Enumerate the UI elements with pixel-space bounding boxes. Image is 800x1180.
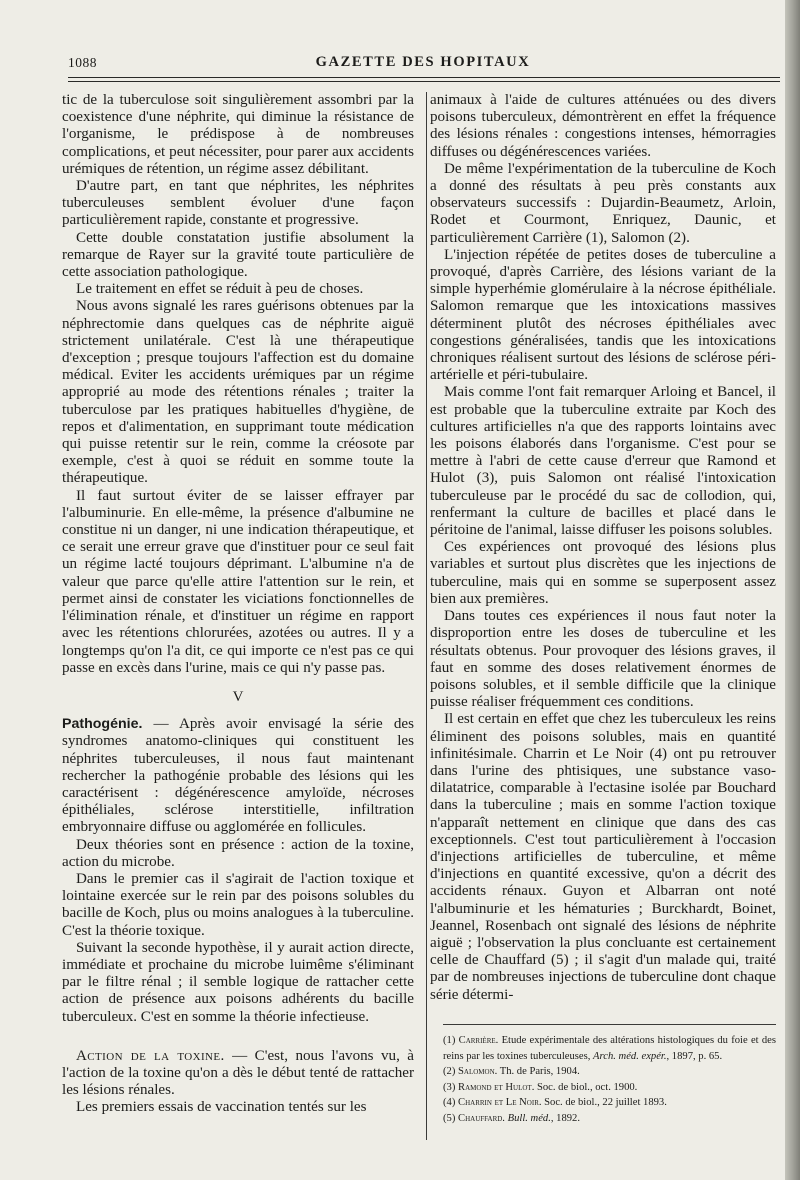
run-in-heading: Action de la toxine. [76,1047,225,1064]
paragraph-text: — C'est, nous l'avons vu, à l'action de la toxine qu'on a dès le début tenté de rattacher les lésions rénales. [62,1047,414,1099]
footnote-number: (5) [443,1112,456,1124]
paragraph: L'injection répétée de petites doses de tuberculine a provoqué, d'après Carrière, des lésions variant de la simple hyperhémie glomérulaire à la nécrose épithéliale. Salomon remarque que les intoxications massives déterminent plutôt des nécroses épithéliales avec congestions généralisées, tandis que les intoxications chroniques réalisent surtout des lésions de sclérose péri-artérielle et péri-tubulaire. [430,246,776,384]
footnote [443,1095,776,1111]
footnote-tail: , 1897, p. 65. [666,1050,723,1062]
paragraph-action-toxine [62,1048,414,1100]
paragraph: Ces expériences ont provoqué des lésions plus variables et surtout plus discrètes que les injections de tuberculine, mais qui en somme se superposent assez bien aux premières. [430,539,776,607]
footnote-text: Th. de Paris, 1904. [497,1066,580,1078]
column-divider [426,92,427,1140]
journal-title: GAZETTE DES HOPITAUX [315,54,531,70]
footnote-number: (2) [443,1066,456,1078]
paragraph: Dans le premier cas il s'agirait de l'action toxique et lointaine exercée sur le rein par des poisons solubles du bacille de Koch, plus ou moins analogues à la tuberculine. C'est la théorie toxique. [62,870,414,939]
footnote-author: Charrin et Le Noir. [458,1097,542,1109]
footnote-journal: Bull. méd. [507,1112,551,1124]
footnote-author: Salomon. [458,1066,498,1078]
run-in-heading: Pathogénie. [62,716,143,733]
paragraph: Deux théories sont en présence : action de la toxine, action du microbe. [62,836,414,870]
paragraph: tic de la tuberculose soit singulièrement assombri par la coexistence d'une néphrite, qui diminue la résistance de l'organisme, le prédispose à de nombreuses complications, et peut nécessiter, pour parer aux accidents urémiques de rétention, un régime assez débilitant. [62,92,414,177]
footnote-author: Ramond et Hulot. [458,1081,535,1093]
header-rule-thin [68,81,780,82]
footnote-text: Etude expérimentale des altérations histologiques du foie et des reins par les toxines tuberculeuses, [443,1035,777,1062]
footnote-author: Carrière. [458,1035,499,1046]
section-numeral: V [232,688,244,705]
paragraph: Nous avons signalé les rares guérisons obtenues par la néphrectomie dans quelques cas de néphrite aiguë strictement unilatérale. C'est là une thérapeutique d'exception ; presque toujours l'affection est du domaine médical. Eviter les accidents urémiques par un régime approprié au mode des rétentions rénales ; traiter la tuberculose par les pratiques habituelles d'hygiène, de repos et d'alimentation, en supprimant toute médication qui puisse retentir sur le rein, comme la créosote par exemple, c'est à quoi se réduit en somme toute la thérapeutique. [62,298,414,487]
left-column [62,92,414,1117]
footnote-tail: , 1892. [550,1112,580,1124]
paragraph-text: — Après avoir envisagé la série des syndromes anatomo-cliniques qui constituent les néphrites tuberculeuses, il nous faut maintenant rechercher la pathogénie probable des lésions qui les caractérisent : dégénérescence amyloïde, nécroses épithéliales, sclérose interstitielle, infiltration embryonnaire diffuse ou agglomérée en follicules. [62,716,414,836]
footnote-text: Soc. de biol., 22 juillet 1893. [541,1097,667,1109]
footnote-number: (3) [443,1081,456,1093]
footnote-number: (1) [443,1035,456,1046]
footnotes [443,1024,776,1127]
footnote [443,1080,776,1096]
footnote-text: Soc. de biol., oct. 1900. [534,1081,638,1093]
paragraph: De même l'expérimentation de la tuberculine de Koch a donné des résultats à peu près constants aux observateurs successifs : Dujardin-Beaumetz, Arloin, Rodet et Courmont, Enriquez, Daunic, et particulièrement Carrière (1), Salomon (2). [430,160,776,246]
paragraph: Les premiers essais de vaccination tentés sur les [76,1099,367,1116]
paragraph-pathogenie [62,716,414,836]
right-column [430,92,776,1004]
footnote [443,1064,776,1080]
paragraph: Dans toutes ces expériences il nous faut noter la disproportion entre les doses de tuberculine et les résultats obtenus. Pour provoquer des lésions graves, il faut en somme des doses relativement énormes de poisons solubles, et il semble difficile que la clinique puisse réaliser fréquemment ces conditions. [430,608,776,711]
paragraph: Cette double constatation justifie absolument la remarque de Rayer sur la gravité toute particulière de cette association pathologique. [62,229,414,281]
paragraph: Il est certain en effet que chez les tuberculeux les reins éliminent des poisons solubles, mais en quantité infinitésimale. Charrin et Le Noir (4) ont pu retrouver dans l'urine des phtisiques, une substance vaso-dilatatrice, comparable à l'ectasine isolée par Bouchard dans la tuberculine ; mais en somme l'action toxique n'apparaît nettement en clinique que dans des cas exceptionnels. C'est tout particulièrement à l'occasion d'injections artificielles de tuberculine, et même d'injections en quantité excessive, qu'on a décrit des accidents rénaux. Guyon et Albarran ont noté l'albuminurie et les hématuries ; Burckhardt, Boinet, Jeannel, Rosenbach ont signalé des lésions de néphrite aiguë ; l'observation la plus concluante est certainement celle de Chauffard (5) ; il s'agit d'un malade qui, traité par de nombreuses injections de tuberculine dont chaque série détermi- [430,711,776,1003]
footnote [443,1111,776,1127]
footnote-author: Chauffard. [458,1112,505,1124]
paragraph: Mais comme l'ont fait remarquer Arloing et Bancel, il est probable que la tuberculine extraite par Koch des cultures artificielles n'a que des rapports lointains avec les poisons élaborés dans l'organisme. C'est pour se mettre à l'abri de cette cause d'erreur que Ramond et Hulot (3), puis Salomon ont réalisé l'intoxication tuberculeuse par le procédé du sac de collodion, qui, renfermant la culture de bacilles et placé dans le péritoine de l'animal, laisse diffuser les poisons solubles. [430,384,776,539]
paragraph: Il faut surtout éviter de se laisser effrayer par l'albuminurie. En elle-même, la présence d'albumine ne constitue ni un danger, ni une indication thérapeutique, et ce serait une erreur grave que d'instituer pour ce seul fait un régime lacté toujours déprimant. L'albumine n'a de valeur que parce qu'elle attire l'attention sur le rein, et permet ainsi de constater les viciations fonctionnelles de l'élimination rénale, et d'instituer un régime en rapport avec les rétentions chlorurées, azotées ou autres. Il y a longtemps qu'on l'a dit, ce qui importe ce n'est pas ce qui passe en excès dans l'urine, mais ce qui n'y passe pas. [62,487,414,676]
paragraph: animaux à l'aide de cultures atténuées ou des divers poisons tuberculeux, démontrèrent en effet la fréquence des lésions rénales : congestions intenses, hémorragies diffuses ou dégénérescences variées. [430,92,776,160]
paragraph: D'autre part, en tant que néphrites, les néphrites tuberculeuses semblent évoluer d'une façon particulièrement rapide, constante et progressive. [62,178,414,229]
footnote-number: (4) [443,1097,456,1109]
page-number: 1088 [68,55,97,70]
paragraph: Suivant la seconde hypothèse, il y aurait action directe, immédiate et prochaine du microbe luimême s'éliminant par le filtre rénal ; il semble logique de rattacher cette action de présence aux poisons adhérents du bacille tuberculeux. C'est en somme la théorie infectieuse. [62,939,414,1025]
footnote [443,1033,776,1064]
page-header [68,52,778,76]
header-rule [68,77,780,78]
paragraph: Le traitement en effet se réduit à peu de choses. [76,281,364,298]
page-edge-shadow [785,0,800,1180]
footnote-journal: Arch. méd. expér. [593,1050,667,1062]
